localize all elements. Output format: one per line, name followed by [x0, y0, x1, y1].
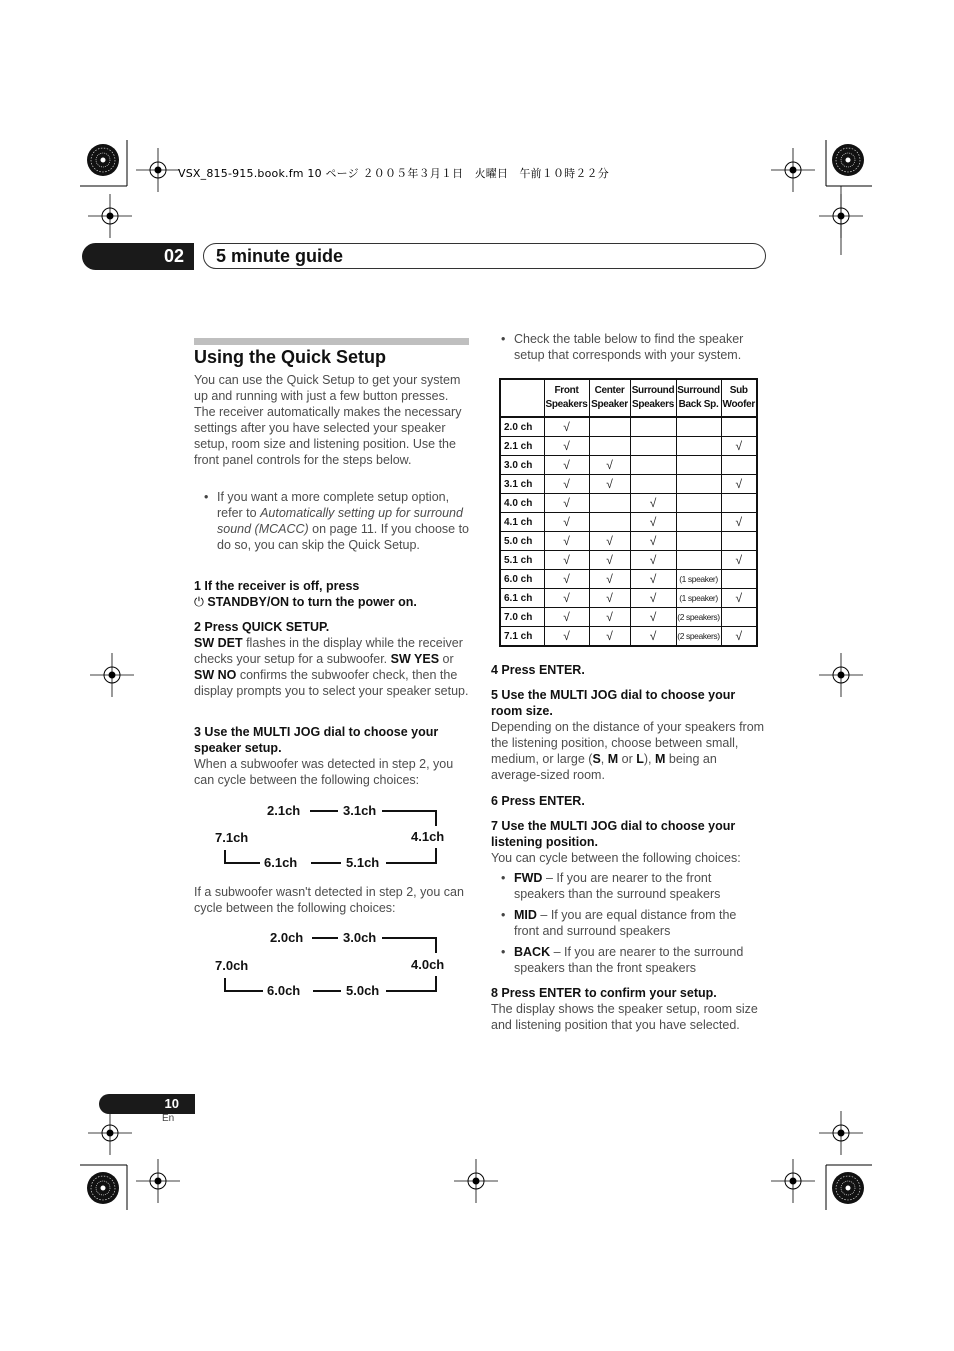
table-cell: √	[544, 437, 589, 456]
table-cell	[721, 570, 757, 589]
step-8-body: The display shows the speaker setup, room size and listening position that you have selected.	[491, 1002, 758, 1032]
row-label: 5.1 ch	[500, 551, 544, 570]
table-cell: √	[630, 532, 676, 551]
chapter-number: 02	[82, 243, 194, 270]
table-cell: √	[544, 417, 589, 437]
table-row	[500, 551, 757, 570]
table-intro-bullet: • Check the table below to find the speaker setup that corresponds with your system.	[514, 331, 764, 363]
room-size-s: S	[592, 752, 601, 766]
step-1-line1: 1 If the receiver is off, press	[194, 579, 360, 593]
step-5-body	[491, 719, 767, 783]
table-cell: √	[630, 608, 676, 627]
table-cell: √	[544, 456, 589, 475]
row-label: 5.0 ch	[500, 532, 544, 551]
table-cell: √	[589, 551, 630, 570]
table-header-row	[500, 379, 757, 417]
cycle-connector	[313, 990, 341, 992]
table-cell	[630, 417, 676, 437]
table-cell: √	[544, 494, 589, 513]
table-cell: √	[721, 437, 757, 456]
table-cell: √	[721, 513, 757, 532]
cycle-choice: 6.0ch	[267, 983, 301, 998]
cycle-choice: 3.0ch	[343, 930, 377, 945]
table-cell: √	[589, 627, 630, 647]
col-header: Front Speakers	[544, 379, 589, 417]
mcacc-bullet	[217, 489, 470, 553]
table-cell	[589, 494, 630, 513]
cycle-choice: 4.0ch	[411, 957, 445, 972]
cycle-choice: 6.1ch	[264, 855, 298, 870]
cycle-connector	[224, 978, 226, 992]
table-cell	[589, 417, 630, 437]
step-7-body: You can cycle between the following choices:	[491, 851, 741, 865]
cycle-connector	[224, 862, 260, 864]
cycle-connector	[386, 862, 437, 864]
table-row	[500, 608, 757, 627]
position-fwd	[514, 870, 764, 902]
cycle-choice: 7.1ch	[215, 830, 249, 845]
room-size-m: M	[607, 752, 619, 766]
table-row	[500, 589, 757, 608]
room-size-m-ref: M	[654, 752, 666, 766]
step-2-text-3: confirms the subwoofer check, then the display prompts you to select your speaker setup.	[194, 668, 469, 698]
table-cell	[676, 513, 721, 532]
step-5-text: Depending on the distance of your speakers from the listening position, choose between small, medium, or large (	[491, 720, 765, 766]
table-row	[500, 475, 757, 494]
step-4-title: 4 Press ENTER.	[491, 663, 585, 677]
cycle-connector	[382, 937, 437, 939]
cycle-connector	[386, 990, 437, 992]
col-header: Surround Speakers	[630, 379, 676, 417]
bullet-italic-ref: Automatically setting up for surround sound (MCACC)	[217, 506, 463, 536]
table-cell	[676, 456, 721, 475]
table-cell: √	[630, 589, 676, 608]
step-3-body-2: If a subwoofer wasn't detected in step 2, you can cycle between the following choices:	[194, 885, 464, 915]
cycle-connector	[310, 810, 338, 812]
col-header: Center Speaker	[589, 379, 630, 417]
step-5-title: 5 Use the MULTI JOG dial to choose your room size.	[491, 688, 736, 718]
language-code: En	[162, 1113, 175, 1124]
chapter-title: 5 minute guide	[203, 243, 766, 269]
position-back	[514, 944, 764, 976]
table-corner	[500, 379, 544, 417]
speaker-setup-table	[499, 378, 758, 647]
table-cell: √	[721, 551, 757, 570]
row-label: 6.1 ch	[500, 589, 544, 608]
table-cell: √	[630, 627, 676, 647]
table-cell: √	[630, 570, 676, 589]
col-header: Surround Back Sp.	[676, 379, 721, 417]
step-5-text: ),	[643, 752, 655, 766]
sw-det-label: SW DET	[194, 636, 243, 650]
cycle-connector	[382, 810, 437, 812]
table-cell: √	[544, 627, 589, 647]
back-label: BACK	[514, 945, 551, 959]
cycle-choice: 2.1ch	[267, 803, 301, 818]
cycle-choice: 2.0ch	[270, 930, 304, 945]
table-cell: √	[721, 589, 757, 608]
table-cell	[721, 456, 757, 475]
table-cell	[630, 437, 676, 456]
step-7-title: 7 Use the MULTI JOG dial to choose your listening position.	[491, 819, 736, 849]
table-cell: √	[544, 475, 589, 494]
table-cell: √	[544, 532, 589, 551]
table-cell: √	[544, 513, 589, 532]
step-2-title: 2 Press QUICK SETUP.	[194, 620, 330, 634]
table-cell	[589, 437, 630, 456]
step-2-text-2: or	[439, 652, 454, 666]
row-label: 7.1 ch	[500, 627, 544, 647]
table-cell: √	[630, 513, 676, 532]
position-mid	[514, 907, 764, 939]
table-cell: √	[721, 627, 757, 647]
table-row	[500, 417, 757, 437]
bullet-text-a: If you want a more complete setup option, refer to	[217, 490, 450, 520]
table-cell: √	[721, 475, 757, 494]
table-cell: (1 speaker)	[676, 570, 721, 589]
table-cell	[676, 532, 721, 551]
cycle-connector	[435, 810, 437, 826]
section-title: Using the Quick Setup	[194, 347, 387, 367]
cycle-connector	[311, 862, 341, 864]
table-cell: √	[589, 532, 630, 551]
row-label: 3.1 ch	[500, 475, 544, 494]
table-cell	[676, 417, 721, 437]
step-6-title: 6 Press ENTER.	[491, 794, 585, 808]
step-2-body	[194, 635, 470, 699]
step-1-line2: STANDBY/ON to turn the power on.	[203, 595, 417, 609]
fwd-label: FWD	[514, 871, 543, 885]
sw-no-label: SW NO	[194, 668, 237, 682]
table-cell: √	[630, 551, 676, 570]
table-row	[500, 532, 757, 551]
section-rule	[194, 338, 469, 345]
table-cell: (2 speakers)	[676, 627, 721, 647]
table-row	[500, 627, 757, 647]
table-row	[500, 513, 757, 532]
cycle-choice: 4.1ch	[411, 829, 445, 844]
step-1	[194, 578, 470, 610]
table-cell	[589, 513, 630, 532]
mid-label: MID	[514, 908, 537, 922]
table-cell: √	[589, 608, 630, 627]
table-cell	[721, 494, 757, 513]
room-size-l: L	[636, 752, 644, 766]
table-cell: √	[544, 551, 589, 570]
table-cell	[676, 475, 721, 494]
power-icon: ⏻	[194, 594, 204, 609]
row-label: 4.0 ch	[500, 494, 544, 513]
bullet-text-b: on page 11. If you choose to do so, you can skip the Quick Setup.	[217, 522, 469, 552]
table-cell	[721, 532, 757, 551]
table-cell	[721, 417, 757, 437]
cycle-choice: 7.0ch	[215, 958, 249, 973]
table-cell: √	[544, 570, 589, 589]
table-cell	[630, 456, 676, 475]
cycle-choice: 3.1ch	[343, 803, 377, 818]
col-header: Sub Woofer	[721, 379, 757, 417]
table-row	[500, 570, 757, 589]
step-8-title: 8 Press ENTER to confirm your setup.	[491, 986, 717, 1000]
row-label: 6.0 ch	[500, 570, 544, 589]
table-cell	[676, 551, 721, 570]
table-cell: √	[589, 456, 630, 475]
step-3-title: 3 Use the MULTI JOG dial to choose your speaker setup.	[194, 725, 439, 755]
table-cell: √	[589, 475, 630, 494]
table-cell: √	[589, 570, 630, 589]
file-info-line: VSX_815-915.book.fm 10 ページ ２００５年３月１日 火曜日 午前１０時２２分	[178, 167, 609, 180]
table-cell: (2 speakers)	[676, 608, 721, 627]
row-label: 2.0 ch	[500, 417, 544, 437]
table-cell: (1 speaker)	[676, 589, 721, 608]
table-cell	[676, 494, 721, 513]
back-text: – If you are nearer to the surround speakers than the front speakers	[514, 945, 744, 975]
table-cell: √	[589, 589, 630, 608]
row-label: 4.1 ch	[500, 513, 544, 532]
step-3-body: When a subwoofer was detected in step 2, you can cycle between the following choices:	[194, 757, 454, 787]
table-cell: √	[544, 608, 589, 627]
step-5-text: or	[618, 752, 637, 766]
table-row	[500, 494, 757, 513]
cycle-choice: 5.1ch	[346, 855, 380, 870]
table-cell: √	[544, 589, 589, 608]
table-cell	[676, 437, 721, 456]
table-cell: √	[630, 494, 676, 513]
row-label: 3.0 ch	[500, 456, 544, 475]
step-2-text-1: flashes in the display while the receiver checks your setup for a subwoofer.	[194, 636, 463, 666]
step-5-text: being an average-sized room.	[491, 752, 717, 782]
cycle-choice: 5.0ch	[346, 983, 380, 998]
row-label: 7.0 ch	[500, 608, 544, 627]
table-cell	[630, 475, 676, 494]
sw-yes-label: SW YES	[390, 652, 440, 666]
table-row	[500, 437, 757, 456]
row-label: 2.1 ch	[500, 437, 544, 456]
fwd-text: – If you are nearer to the front speakers than the surround speakers	[514, 871, 721, 901]
cycle-connector	[224, 850, 226, 864]
table-row	[500, 456, 757, 475]
intro-paragraph: You can use the Quick Setup to get your system up and running with just a few button presses. The receiver automatically makes the necessary settings after you have selected your speaker setup, room size and listening position. Use the front panel controls for the steps below.	[194, 373, 462, 467]
cycle-connector	[435, 937, 437, 953]
page-number: 10	[99, 1094, 195, 1114]
step-5-text: ,	[600, 752, 608, 766]
mid-text: – If you are equal distance from the front and surround speakers	[514, 908, 737, 938]
cycle-connector	[312, 937, 338, 939]
cycle-connector	[224, 990, 263, 992]
table-cell	[721, 608, 757, 627]
